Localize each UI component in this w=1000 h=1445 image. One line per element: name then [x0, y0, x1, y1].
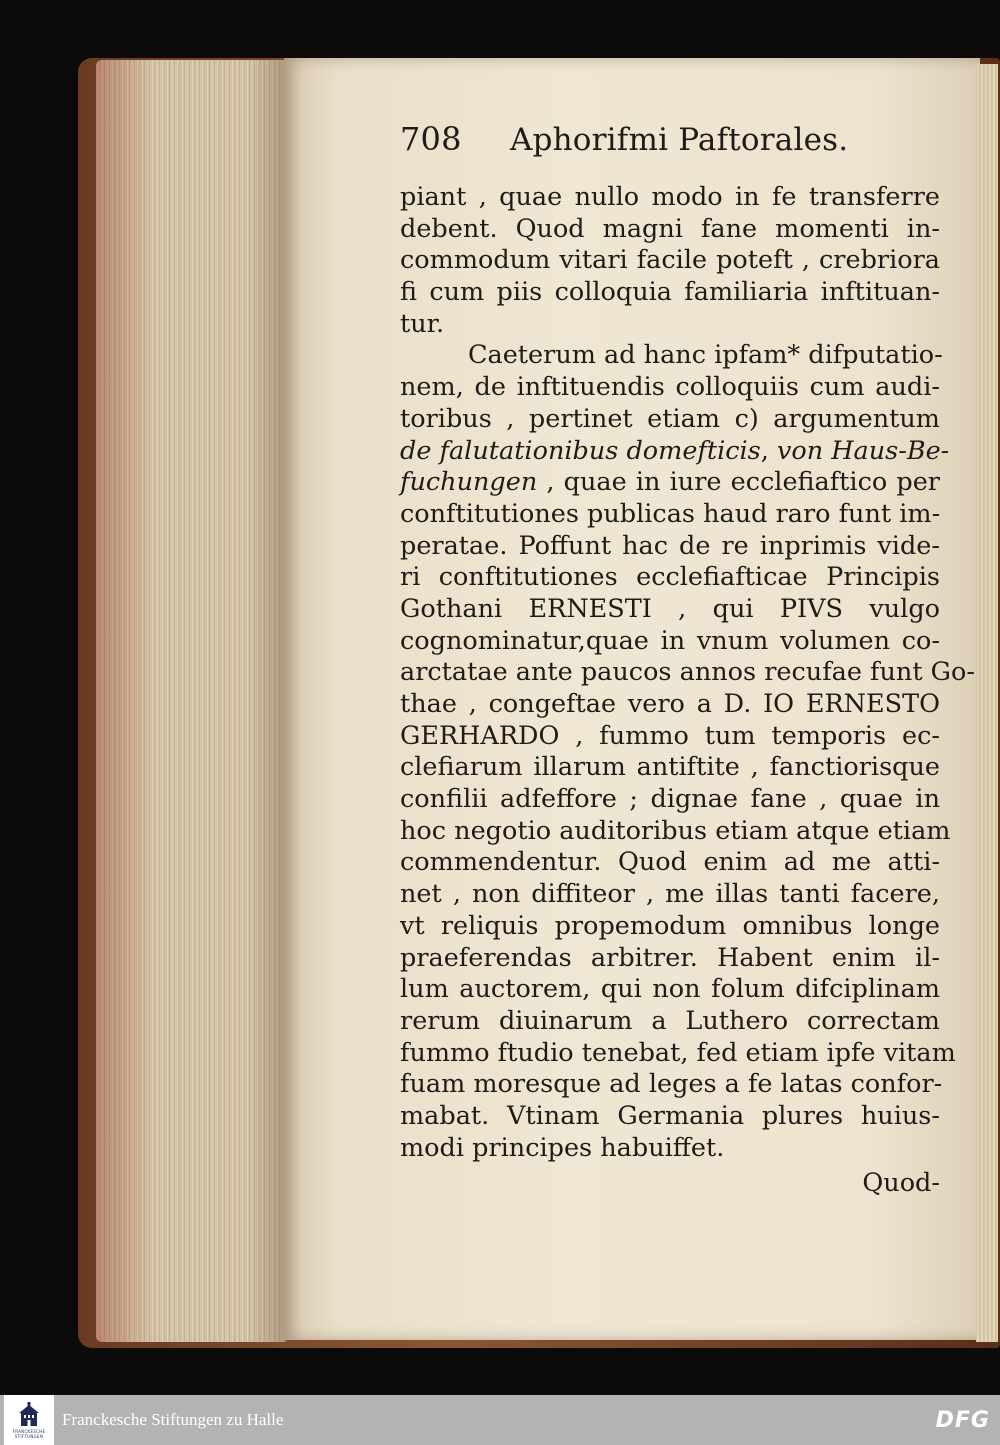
running-head: [400, 120, 940, 182]
text-line: Caeterum ad hanc ipfam* difputatio-: [468, 340, 943, 371]
page-edges-left: [96, 60, 286, 1342]
italic-phrase: fuchungen: [400, 467, 538, 498]
text-line: arctatae ante paucos annos recufae funt Go-: [400, 657, 976, 688]
text-line: fi cum piis colloquia familiaria inftituan-: [400, 277, 940, 308]
text-line-italic: [400, 435, 950, 468]
logo-caption-line: FRANCKESCHE: [12, 1428, 46, 1434]
text-line: mabat. Vtinam Germania plures huius-: [400, 1100, 940, 1131]
text-line: rerum diuinarum a Luthero correctam: [400, 1005, 940, 1036]
text-line: clefiarum illarum antiftite , fanctiorisque: [400, 752, 940, 783]
logo-caption-line: STIFTUNGEN: [14, 1433, 44, 1439]
text-line: praeferendas arbitrer. Habent enim il-: [400, 942, 940, 973]
text-line: net , non diffiteor , me illas tanti facere,: [400, 879, 940, 910]
text-line: piant , quae nullo modo in fe transferre: [400, 182, 940, 212]
text-line: modi principes habuiffet.: [400, 1132, 725, 1163]
text-line: commodum vitari facile poteft , crebriora: [400, 245, 940, 276]
text-line-italic: [400, 467, 940, 499]
page-edges-right: [976, 64, 998, 1342]
text-line: tur.: [400, 308, 445, 339]
logo-caption: [13, 1429, 46, 1439]
viewer-footer: [0, 1395, 1000, 1445]
text-fragment: ,: [760, 435, 777, 466]
text-line: confilii adfeffore ; dignae fane , quae in: [400, 784, 940, 815]
text-line: cognominatur,quae in vnum volumen co-: [400, 625, 940, 656]
text-line: ri conftitutiones ecclefiafticae Principis: [400, 562, 940, 593]
italic-phrase: de falutationibus domefticis: [400, 435, 761, 466]
page-text: [400, 120, 976, 1200]
text-line: lum auctorem, qui non folum difciplinam: [400, 974, 940, 1005]
text-line: fuam moresque ad leges a fe latas confor-: [400, 1069, 943, 1100]
text-fragment: , quae in iure ecclefiaftico per: [537, 467, 940, 498]
text-line: toribus , pertinet etiam c) argumentum: [400, 403, 940, 434]
text-line: GERHARDO , fummo tum temporis ec-: [400, 720, 940, 751]
text-line: fummo ftudio tenebat, fed etiam ipfe vitam: [400, 1037, 956, 1068]
building-icon: [19, 1402, 39, 1428]
italic-phrase: von Haus-Be-: [777, 435, 950, 466]
text-line: thae , congeftae vero a D. IO ERNESTO: [400, 689, 940, 719]
institution-name: Franckesche Stiftungen zu Halle: [62, 1410, 284, 1429]
institution-logo[interactable]: [4, 1395, 54, 1445]
text-line: Gothani ERNESTI , qui PIVS vulgo: [400, 593, 940, 624]
text-line: hoc negotio auditoribus etiam atque etiam: [400, 815, 951, 846]
catchword: Quod-: [862, 1168, 940, 1199]
text-line: vt reliquis propemodum omnibus longe: [400, 910, 940, 941]
page-number: 708: [400, 120, 462, 158]
text-line: nem, de inftituendis colloquiis cum audi-: [400, 372, 940, 403]
text-line: commendentur. Quod enim ad me atti-: [400, 847, 940, 878]
dfg-logo[interactable]: DFG: [935, 1407, 990, 1433]
text-line: debent. Quod magni fane momenti in-: [400, 213, 940, 244]
running-head-title: Aphorifmi Paftorales.: [510, 122, 849, 158]
text-line: conftitutiones publicas haud raro funt im-: [400, 498, 941, 529]
text-line: peratae. Poffunt hac de re inprimis vide-: [400, 530, 940, 561]
